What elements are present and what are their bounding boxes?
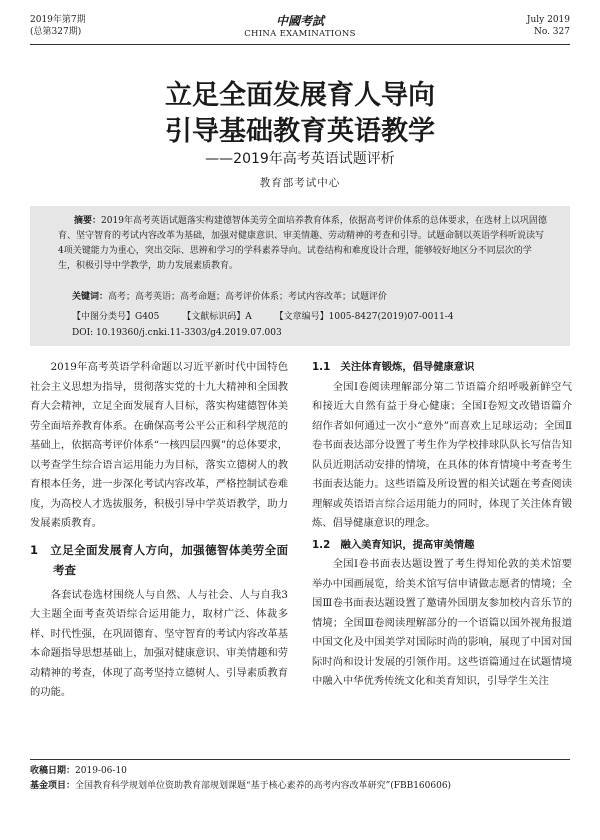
issue-en: July 2019 [526, 15, 570, 25]
author: 教育部考试中心 [259, 177, 341, 189]
journal-logo: 中國考試 [275, 14, 324, 28]
section-1-1-paragraph: 全国Ⅰ卷阅读理解部分第二节语篇介绍呼吸新鲜空气和接近大自然有益于身心健康；全国Ⅰ卷短文改错语篇介绍作者如何通过一次小“意外”而喜欢上足球运动；全国Ⅱ卷书面表达部分设置了考生作为学校排球队队长写信告知队员近期活动安排的情境，在具体的体育情境中考查考生书面表达能力。这些语篇及所设置的相关试题在考查阅读理解或英语语言综合运用能力的同时，体现了关注体育锻炼、倡导健康意识的理念。 [312, 380, 572, 529]
issue-no: No. 327 [533, 27, 570, 37]
abstract-label: 摘要： [74, 216, 102, 226]
classification-line [72, 310, 474, 324]
header-center [30, 14, 570, 40]
article-subtitle: ——2019年高考英语试题评析 [205, 151, 395, 167]
doi: DOI: 10.19360/j.cnki.11-3303/g4.2019.07.003 [72, 328, 282, 338]
section-1-1-heading: 1.1 关注体育锻炼，倡导健康意识 [312, 361, 475, 373]
issue-cn: 2019年第7期 [30, 15, 86, 25]
section-1-2-heading: 1.2 融入美育知识，提高审美情趣 [312, 538, 475, 551]
document-code: 【文献标识码】A [182, 312, 252, 322]
journal-name-en: CHINA EXAMINATIONS [244, 29, 356, 39]
abstract-box [30, 206, 570, 346]
received-value: 2019-06-10 [75, 766, 127, 776]
keywords-text: 高考；高考英语；高考命题；高考评价体系；考试内容改革；试题评价 [108, 292, 388, 302]
title-line-1: 立足全面发展育人导向 [165, 80, 435, 111]
section-1-paragraph: 各套试卷选材围绕人与自然、人与社会、人与自我3大主题全面考查英语综合运用能力，取材广泛、体裁多样、时代性强，在巩固德育、坚守智育的考试内容改革基本命题指导思想基础上，加强对健康意识、审美情趣和劳动精神的考查，体现了高考坚持立德树人、引导素质教育的功能。 [30, 588, 288, 698]
abstract-text: 2019年高考英语试题落实构建德智体美劳全面培养教育体系，依据高考评价体系的总体要求，在选材上以巩固德育、坚守智育的考试内容改革为基础，加强对健康意识、审美情趣、劳动精神的考查和引导。试题命制以英语学科听说读写4项关键能力为重心，突出交际、思辨和学习的学科素养导向。试卷结构和难度设计合理，能够较好地区分不同层次的学生，积极引导中学教学，助力发展素质教育。 [58, 216, 547, 271]
fund-label: 基金项目： [30, 781, 76, 791]
footnote [30, 759, 570, 794]
running-header [30, 14, 570, 45]
section-1-2-paragraph: 全国Ⅰ卷书面表达题设置了考生得知伦敦的美术馆要举办中国画展览，给美术馆写信申请做志愿者的情境；全国Ⅲ卷书面表达题设置了邀请外国朋友参加校内音乐节的情境；全国Ⅲ卷阅读理解部分的一个语篇以国外视角报道中国文化及中国美学对国际时尚的影响，展现了中国对国际时尚和设计发展的引领作用。这些语篇通过在试题情境中融入中华优秀传统文化和美育知识，引导学生关注 [312, 558, 572, 687]
title-line-2: 引导基础教育英语教学 [165, 116, 435, 147]
article-number: 【文章编号】1005-8427(2019)07-0011-4 [274, 312, 454, 322]
header-right [527, 14, 570, 38]
keywords-label: 关键词： [72, 292, 109, 302]
received-label: 收稿日期： [30, 766, 76, 776]
fund-project [30, 779, 570, 794]
clc-number: 【中图分类号】G405 [72, 312, 160, 322]
abstract [58, 214, 548, 274]
intro-paragraph: 2019年高考英语学科命题以习近平新时代中国特色社会主义思想为指导，贯彻落实党的十九大精神和全国教育大会精神，立足全面发展育人目标，落实构建德智体美劳全面培养教育体系。在确保高考公平公正和科学规范的基础上，依据高考评价体系“一核四层四翼”的总体要求，以考查学生综合语言运用能力为目标，落实立德树人的教育根本任务，进一步深化考试内容改革，严格控制试卷难度，为高校人才选拔服务，积极引导中学英语教学，助力发展素质教育。 [30, 361, 288, 529]
left-column [30, 358, 288, 703]
received-date [30, 764, 570, 779]
issue-total: (总第327期) [30, 27, 82, 37]
article-title [0, 78, 600, 150]
section-1-heading: 1 立足全面发展育人方向，加强德智体美劳全面考查 [30, 542, 288, 577]
fund-value: 全国教育科学规划单位资助教育部规划课题“基于核心素养的高考内容改革研究”(FBB160606) [75, 781, 452, 791]
keywords [72, 290, 548, 304]
right-column [312, 358, 572, 692]
